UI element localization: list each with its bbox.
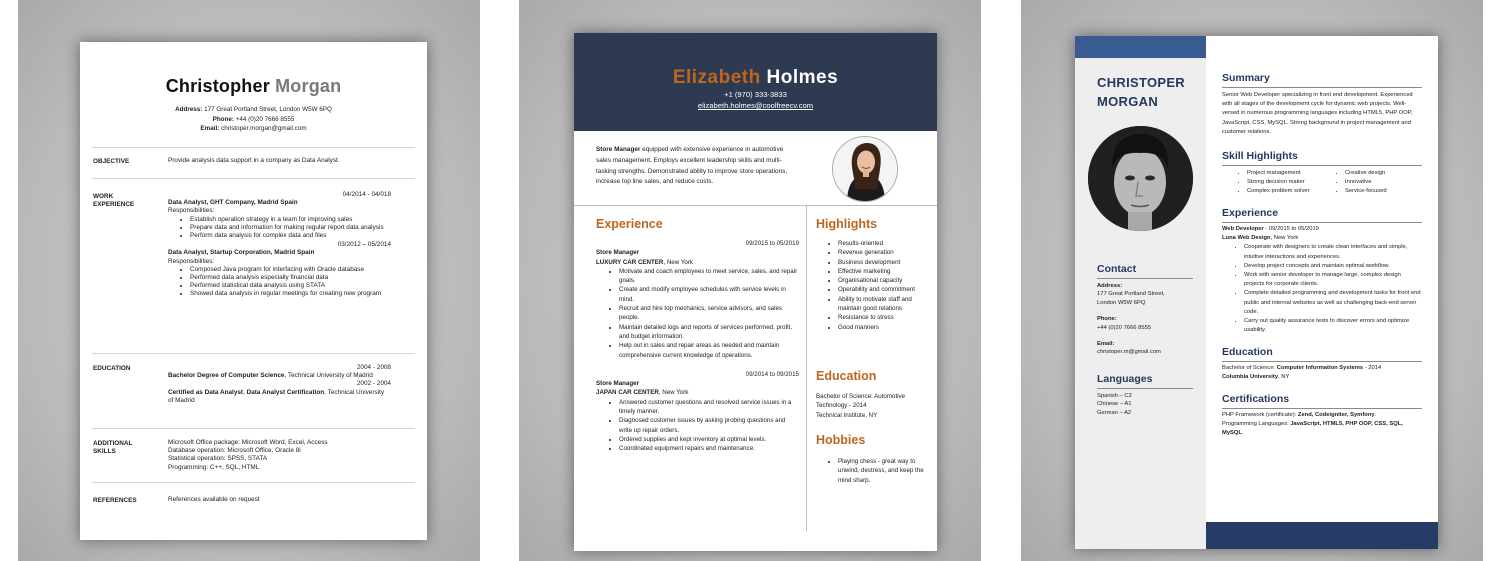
languages-heading: Languages	[1097, 373, 1153, 385]
divider	[1222, 165, 1422, 166]
highlight-item: • Good manners	[838, 323, 928, 332]
certifications-text: PHP Framework (certificate): Zend, Codeigniter, Symfony. Programming Languages: JavaScript, HTML5, PHP OOP, CSS, SQL, MySQL.	[1222, 412, 1403, 437]
highlights-list	[816, 239, 928, 332]
contact-info: Address: 177 Great Portland Street, London W5W 6PQ Phone: +44 (0)20 7666 8555 Email: christoper.m@gmail.com	[1097, 283, 1165, 356]
list-item: • Motivate and coach employees to meet service, sales, and repair goals.	[619, 267, 799, 286]
divider	[92, 353, 415, 354]
divider	[1222, 87, 1422, 88]
list-item: • Showed data analysis in regular meetings for creating new program	[190, 290, 386, 298]
profile-photo	[832, 136, 898, 202]
education-text: Bachelor of Science: Computer Information Systems - 2014 Columbia University, NY	[1222, 365, 1382, 381]
experience-heading: Experience	[596, 217, 663, 231]
list-item: • Create and modify employee schedules with service levels in mind.	[619, 285, 799, 304]
hobby-item: • Playing chess - great way to unwind, destress, and keep the mind sharp.	[838, 457, 928, 485]
skills-heading: Skill Highlights	[1222, 150, 1298, 162]
list-item: • Prepare data and information for making regular report data analysis	[190, 224, 386, 232]
resume-name: CHRISTOPER MORGAN	[1097, 75, 1185, 109]
skill-line: Database operation: Microsoft Office, Oracle 8i	[168, 447, 301, 455]
resume-page-3	[1075, 36, 1438, 549]
divider	[1222, 222, 1422, 223]
summary-text: Senior Web Developer specializing in front end development. Experienced with all stages of the development cycle for dynamic web projects. Well-versed in numerous programming languages including HTML5, PHP OOP, JavaScript, CSS, MySQL. Strong background in project management and customer relations.	[1222, 92, 1413, 135]
experience-heading: Experience	[1222, 207, 1279, 219]
list-item: • Composed Java program for interfacing with Oracle database	[190, 266, 386, 274]
work-experience	[168, 191, 391, 299]
list-item: • Cooperate with designers to create clean interfaces and simple, intuitive interactions and experiences.	[1244, 243, 1422, 261]
certifications-heading: Certifications	[1222, 393, 1290, 405]
skill-line: Statistical operation: SPSS, STATA	[168, 455, 268, 463]
languages-list	[1097, 392, 1132, 417]
template-preview-1[interactable]	[18, 0, 480, 561]
language-item: Spanish – C2	[1097, 393, 1132, 399]
skills-heading: ADDITIONAL SKILLS	[93, 440, 133, 456]
experience-list: 09/2015 to 05/2019 Store Manager LUXURY CAR CENTER, New York • Motivate and coach employees to meet service, sales, and repair goals. • Create and modify employee schedules with service levels in mind. • Recruit and hire top mechanics, service advisors, and sales people. • Maintain detailed logs and reports of services performed, profit, and budget information. • Help out in sales and repair areas as needed and maintain comprehensive current knowledge of operations. 09/2014 to 09/2015 Store Manager JAPAN CAR CENTER, New York • Answered customer questions and resolved service issues in a timely manner. • Diagnosed customer issues by asking probing questions and write up repair orders. • Ordered supplies and kept inventory at optimal levels. • Coordinated equipment repairs and maintenance.	[596, 239, 799, 454]
highlight-item: • Business development	[838, 258, 928, 267]
highlight-item: • Results-oriented	[838, 239, 928, 248]
list-item: • Carry out quality assurance tests to discover errors and optimize usability.	[1244, 317, 1422, 335]
list-item: • Performed statistical data analysis using STATA	[190, 282, 386, 290]
list-item: • Complete detailed programming and development tasks for front end public and internal websites as well as challenging back-end server code.	[1244, 289, 1422, 317]
job-entry: 03/2012 – 05/2014 Data Analyst, Startup Corporation, Madrid Spain Responsibilities: • Composed Java program for interfacing with Oracle database • Performed data analysis especially financial data • Performed statistical data analysis using STATA • Showed data analysis in regular meetings for creating new program	[168, 241, 386, 298]
accent-bar	[1206, 522, 1438, 549]
highlight-item: • Effective marketing	[838, 267, 928, 276]
language-item: Chinese – A1	[1097, 401, 1132, 408]
skills-list	[168, 439, 386, 472]
divider	[1222, 408, 1422, 409]
divider	[1222, 361, 1422, 362]
list-item: • Recruit and hire top mechanics, service advisors, and sales people.	[619, 304, 799, 323]
divider	[92, 147, 415, 148]
education-heading: Education	[1222, 346, 1273, 358]
divider	[92, 178, 415, 179]
template-preview-3[interactable]	[1021, 0, 1483, 561]
list-item: • Perform data analysis for complex data and files	[190, 232, 386, 240]
education-list: 2004 - 2008 Bachelor Degree of Computer Science, Technical University of Madrid 2002 - 2004 Certified as Data Analyst, Data Analyst Certification, Technical University of Madrid	[168, 364, 391, 404]
contact-info: Address: 177 Great Portland Street, London W5W 6PQ Phone: +44 (0)20 7666 8555 Email: christoper.morgan@gmail.com	[175, 106, 332, 133]
list-item: • Ordered supplies and kept inventory at optimal levels.	[619, 435, 799, 444]
skill-item: • Project management	[1247, 169, 1322, 178]
language-item: German – A2	[1097, 409, 1132, 416]
job-entry: 04/2014 - 04/018 Data Analyst, GHT Company, Madrid Spain Responsibilities: • Establish operation strategy in a team for improving sales • Prepare data and information for making regular report data analysis • Perform data analysis for complex data and files	[168, 191, 386, 240]
skill-line: Microsoft Office package: Microsoft Word, Excel, Access	[168, 439, 328, 446]
template-preview-2[interactable]	[519, 0, 981, 561]
accent-bar	[1075, 36, 1206, 58]
hobbies-heading: Hobbies	[816, 433, 866, 447]
resume-page-2	[574, 33, 937, 551]
list-item: • Answered customer questions and resolved service issues in a timely manner.	[619, 398, 799, 417]
highlight-item: • Operability and commitment	[838, 285, 928, 294]
profile-photo	[1088, 126, 1193, 231]
objective-text: Provide analysis data support in a company as Data Analyst.	[168, 157, 340, 164]
list-item: • Develop project concepts and maintain optimal workflow.	[1244, 262, 1422, 271]
summary-heading: Summary	[1222, 72, 1270, 84]
skill-item: • Service-focused	[1345, 187, 1422, 196]
contact-heading: Contact	[1097, 263, 1137, 275]
divider	[1097, 388, 1193, 389]
hobbies-list	[816, 457, 928, 485]
resume-name: Christopher Morgan	[165, 76, 342, 96]
resume-page-1	[80, 42, 427, 540]
phone-text: +1 (970) 333-3833	[724, 90, 787, 99]
column-divider	[806, 205, 807, 531]
references-text: References available on request	[168, 496, 260, 503]
divider	[92, 482, 415, 483]
resume-header	[574, 33, 937, 131]
objective-heading: OBJECTIVE	[93, 158, 130, 165]
intro-text: Store Manager equipped with extensive experience in automotive sales management. Employs excellent leadership skills and multi-tasking strengths. Demonstrated ability to improve store operations, increase top line sales, and reduce costs.	[596, 146, 788, 186]
list-item: • Coordinated equipment repairs and maintenance.	[619, 444, 799, 453]
skill-item: • Complex problem solver	[1247, 187, 1322, 196]
education-text: Bachelor of Science: Automotive Technology - 2014 Technical Institute, NY	[816, 393, 906, 419]
highlight-item: • Ability to motivate staff and maintain good relations	[838, 295, 928, 314]
list-item: • Diagnosed customer issues by asking probing questions and write up repair orders.	[619, 416, 799, 435]
list-item: • Performed data analysis especially financial data	[190, 274, 386, 282]
divider	[92, 428, 415, 429]
highlight-item: • Resistance to stress	[838, 313, 928, 322]
experience-entry: Web Developer - 09/2015 to 05/2019 Luna Web Design, New York • Cooperate with designers to create clean interfaces and simple, intuitive interactions and experiences. • Develop project concepts and maintain optimal workflow. • Work with senior developer to manage large, complex design projects for corporate clients. • Complete detailed programming and development tasks for front end public and internal websites as well as challenging back-end server code. • Carry out quality assurance tests to discover errors and optimize usability.	[1222, 225, 1422, 335]
list-item: • Establish operation strategy in a team for improving sales	[190, 216, 386, 224]
list-item: • Help out in sales and repair areas as needed and maintain comprehensive current knowledge of operations.	[619, 341, 799, 360]
education-heading: Education	[816, 369, 877, 383]
list-item: • Work with senior developer to manage large, complex design projects for corporate clients.	[1244, 271, 1422, 289]
highlight-item: • Revenue generation	[838, 248, 928, 257]
skill-line: Programming: C++, SQL, HTML	[168, 463, 260, 471]
skill-item: • Creative design	[1345, 169, 1422, 178]
work-heading: WORK EXPERIENCE	[93, 193, 135, 209]
divider	[574, 205, 937, 206]
skill-item: • Strong decision maker	[1247, 178, 1322, 187]
resume-name: Elizabeth Holmes	[672, 67, 839, 88]
divider	[1097, 278, 1193, 279]
references-heading: REFERENCES	[93, 497, 137, 504]
email-link[interactable]: elizabeth.holmes@coolfreecv.com	[697, 101, 814, 110]
skill-item: • Innovative	[1345, 178, 1422, 187]
highlights-heading: Highlights	[816, 217, 878, 231]
highlight-item: • Organisational capacity	[838, 276, 928, 285]
education-heading: EDUCATION	[93, 365, 131, 372]
list-item: • Maintain detailed logs and reports of services performed, profit, and budget information.	[619, 323, 799, 342]
skills-list	[1222, 169, 1422, 197]
